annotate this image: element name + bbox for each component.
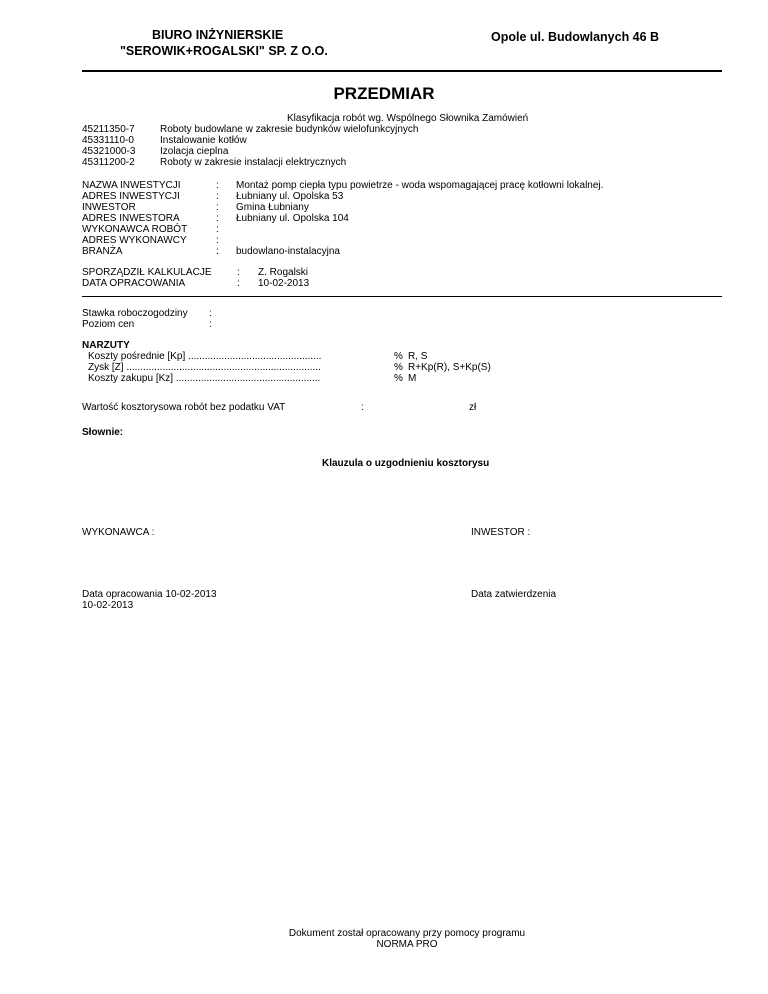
rate-colon: : (209, 308, 212, 319)
narzuty-basis: R+Kp(R), S+Kp(S) (408, 362, 491, 373)
investment-value: Gmina Łubniany (236, 202, 309, 213)
value-currency: zł (469, 402, 477, 413)
page-title: PRZEDMIAR (333, 84, 435, 103)
rate-label: Poziom cen (82, 319, 135, 330)
investment-label: NAZWA INWESTYCJI (82, 180, 181, 191)
narzuty-label: Koszty pośrednie [Kp] ................................................ (88, 351, 322, 362)
prepared-value: Z. Rogalski (258, 267, 309, 278)
investment-value: Łubniany ul. Opolska 53 (236, 191, 344, 202)
narzuty-label: Zysk [Z] ...................................................................... (88, 362, 321, 373)
value-label: Wartość kosztorysowa robót bez podatku VAT (82, 402, 286, 413)
narzuty-basis: M (408, 373, 417, 384)
prepared-label: SPORZĄDZIŁ KALKULACJE (82, 267, 212, 278)
investment-colon: : (216, 180, 219, 191)
classification-heading: Klasyfikacja robót wg. Wspólnego Słownika Zamówień (287, 113, 529, 124)
narzuty-percent: % (394, 362, 403, 373)
section-rule (82, 296, 722, 297)
classification-desc: Instalowanie kotłów (160, 135, 247, 146)
investment-label: BRANŻA (82, 246, 123, 257)
header-rule (82, 70, 722, 72)
prepared-date-line1: Data opracowania 10-02-2013 (82, 589, 217, 600)
company-address: Opole ul. Budowlanych 46 B (491, 30, 660, 44)
approval-date-label: Data zatwierdzenia (471, 589, 557, 600)
investment-colon: : (216, 224, 219, 235)
prepared-colon: : (237, 267, 240, 278)
classification-code: 45321000-3 (82, 146, 136, 157)
footer-line1: Dokument został opracowany przy pomocy programu (288, 928, 526, 939)
classification-code: 45211350-7 (82, 124, 135, 135)
narzuty-label: Koszty zakupu [Kz] .................................................... (88, 373, 321, 384)
investor-label: INWESTOR : (471, 527, 531, 538)
rate-label: Stawka roboczogodziny (82, 308, 188, 319)
footer-line2: NORMA PRO (376, 939, 438, 950)
narzuty-percent: % (394, 373, 403, 384)
classification-desc: Roboty budowlane w zakresie budynków wielofunkcyjnych (160, 124, 419, 135)
investment-colon: : (216, 246, 219, 257)
slownie-label: Słownie: (82, 427, 124, 438)
investment-label: ADRES WYKONAWCY (82, 235, 187, 246)
classification-code: 45311200-2 (82, 157, 135, 168)
investment-colon: : (216, 202, 219, 213)
narzuty-percent: % (394, 351, 403, 362)
investment-value: budowlano-instalacyjna (236, 246, 340, 257)
rate-colon: : (209, 319, 212, 330)
prepared-colon: : (237, 278, 240, 289)
narzuty-heading: NARZUTY (82, 340, 130, 351)
contractor-label: WYKONAWCA : (82, 527, 155, 538)
investment-value: Łubniany ul. Opolska 104 (236, 213, 349, 224)
investment-label: ADRES INWESTORA (82, 213, 180, 224)
classification-desc: Roboty w zakresie instalacji elektrycznych (160, 157, 347, 168)
prepared-label: DATA OPRACOWANIA (82, 278, 186, 289)
classification-code: 45331110-0 (82, 135, 134, 146)
investment-colon: : (216, 191, 219, 202)
company-name-line1: BIURO INŻYNIERSKIE (152, 28, 284, 42)
value-colon: : (361, 402, 364, 413)
agreement-clause: Klauzula o uzgodnieniu kosztorysu (322, 458, 490, 469)
investment-label: WYKONAWCA ROBÓT (82, 224, 188, 235)
narzuty-basis: R, S (408, 351, 428, 362)
investment-label: INWESTOR (82, 202, 136, 213)
investment-colon: : (216, 213, 219, 224)
investment-value: Montaż pomp ciepła typu powietrze - woda wspomagającej pracę kotłowni lokalnej. (236, 180, 604, 191)
investment-label: ADRES INWESTYCJI (82, 191, 180, 202)
prepared-date-line2: 10-02-2013 (82, 600, 134, 611)
prepared-value: 10-02-2013 (258, 278, 310, 289)
investment-colon: : (216, 235, 219, 246)
classification-desc: Izolacja cieplna (160, 146, 229, 157)
company-name-line2: "SEROWIK+ROGALSKI" SP. Z O.O. (120, 44, 328, 58)
